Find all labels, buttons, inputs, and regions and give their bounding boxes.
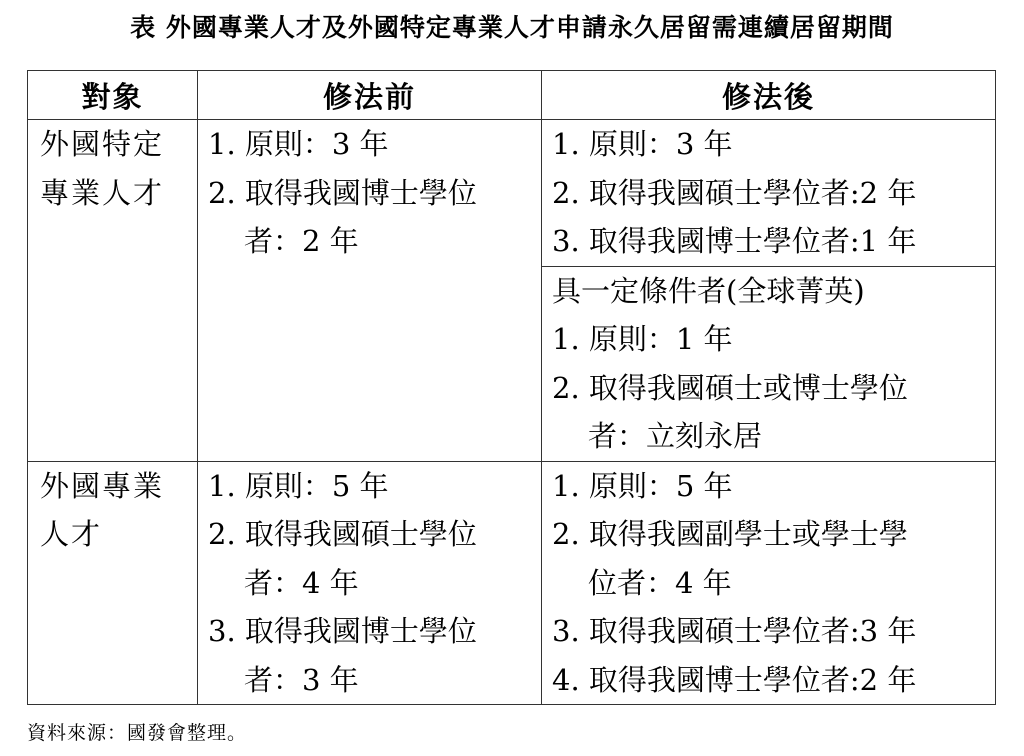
cell-line: 具一定條件者(全球菁英) — [552, 273, 865, 308]
cell-line: 2. 取得我國碩士學位者:2 年 — [552, 175, 917, 210]
header-row — [28, 71, 996, 120]
cell-line: 3. 取得我國碩士學位者:3 年 — [552, 614, 917, 648]
cell-line: 專業人才 — [40, 175, 165, 210]
table-row — [28, 120, 996, 267]
cell-line: 外國特定 — [40, 127, 165, 161]
cell-line: 外國專業 — [40, 468, 165, 503]
table-row — [28, 461, 996, 705]
cell-line: 者：立刻永居 — [588, 419, 763, 453]
cell-line: 者：4 年 — [244, 565, 359, 600]
before-cell — [198, 120, 542, 462]
cell-line: 3. 取得我國博士學位者:1 年 — [552, 224, 917, 258]
before-cell — [198, 461, 542, 705]
cell-line: 1. 原則：3 年 — [552, 127, 733, 161]
cell-line: 1. 原則：1 年 — [552, 322, 733, 356]
cell-line: 1. 原則：5 年 — [552, 468, 733, 503]
table-title: 表 外國專業人才及外國特定專業人才申請永久居留需連續居留期間 — [130, 13, 894, 42]
header-before: 修法前 — [198, 71, 542, 120]
target-cell — [28, 461, 198, 705]
cell-line: 3. 取得我國博士學位 — [208, 614, 477, 648]
target-cell — [28, 120, 198, 462]
after-cell — [542, 120, 996, 267]
cell-line: 位者：4 年 — [588, 565, 732, 600]
header-target: 對象 — [28, 71, 198, 120]
after-cell — [542, 461, 996, 705]
cell-line: 4. 取得我國博士學位者:2 年 — [552, 662, 917, 697]
cell-line: 2. 取得我國碩士學位 — [208, 517, 477, 551]
cell-line: 2. 取得我國副學士或學士學 — [552, 517, 908, 551]
residency-table — [27, 70, 996, 705]
cell-line: 人才 — [40, 517, 103, 551]
source-note: 資料來源：國發會整理。 — [27, 722, 248, 744]
cell-line: 者：3 年 — [244, 662, 359, 697]
cell-line: 2. 取得我國碩士或博士學位 — [552, 370, 908, 405]
cell-line: 2. 取得我國博士學位 — [208, 175, 477, 210]
after-sub-cell — [542, 266, 996, 461]
cell-line: 1. 原則：5 年 — [208, 468, 389, 503]
cell-line: 者：2 年 — [244, 224, 359, 258]
header-after: 修法後 — [542, 71, 996, 120]
cell-line: 1. 原則：3 年 — [208, 127, 389, 161]
